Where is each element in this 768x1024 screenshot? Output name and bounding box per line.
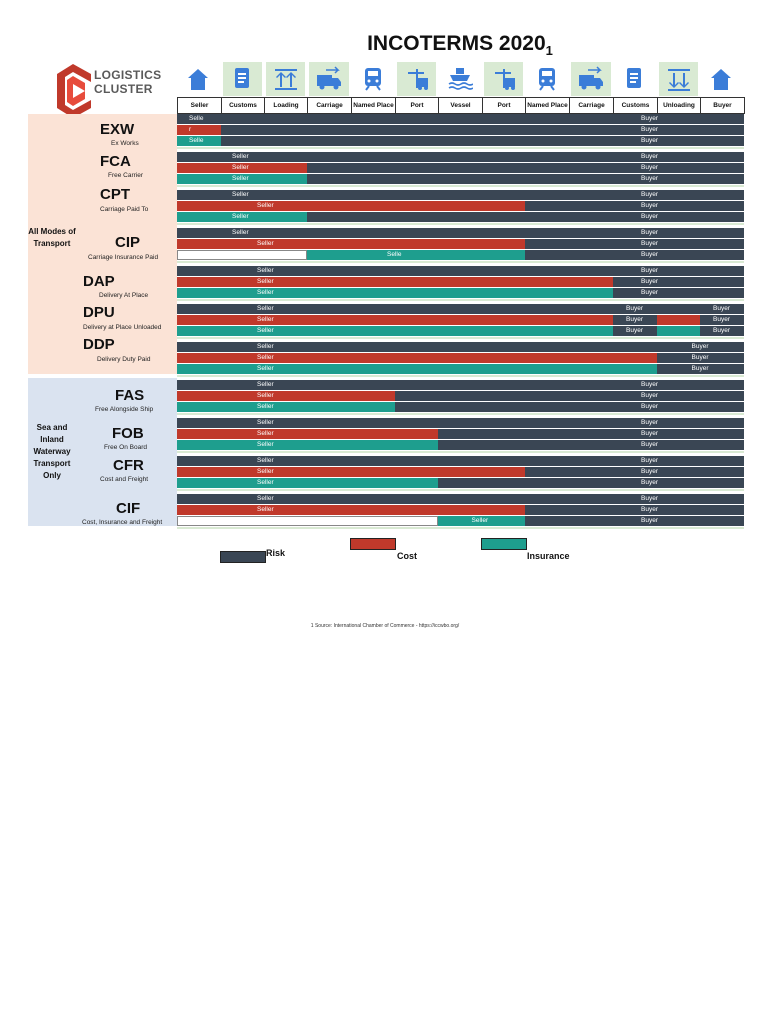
bar-label: Seller xyxy=(257,430,274,437)
incoterm-code: CIP xyxy=(115,234,141,251)
risk-bar xyxy=(307,152,744,162)
bar-label: Seller xyxy=(257,419,274,426)
incoterm-code: CIF xyxy=(116,500,141,517)
risk-bar xyxy=(525,505,744,515)
source-footnote: 1 Source: International Chamber of Commerce - https://iccwbo.org/ xyxy=(310,623,460,629)
cost-bar xyxy=(177,201,525,211)
row-separator xyxy=(177,451,744,453)
bar-label: Selle xyxy=(387,251,402,258)
bar-label: Buyer xyxy=(691,365,709,372)
row-separator xyxy=(177,337,744,339)
bar-label: Buyer xyxy=(641,202,658,209)
risk-bar xyxy=(525,250,744,260)
row-separator xyxy=(177,299,744,301)
bar-label: Buyer xyxy=(626,305,643,312)
incoterm-code: DPU xyxy=(83,304,115,321)
risk-bar xyxy=(307,190,744,200)
risk-bar xyxy=(613,288,744,298)
row-separator xyxy=(177,489,744,491)
bar-label: Buyer xyxy=(641,517,658,524)
cost-bar xyxy=(177,391,395,401)
incoterm-name: Cost and Freight xyxy=(100,476,149,483)
empty-bar xyxy=(177,516,438,526)
cost-bar xyxy=(177,239,525,249)
bar-label: Buyer xyxy=(641,126,658,133)
vessel-icon xyxy=(440,62,480,96)
risk-bar xyxy=(307,212,744,222)
loading-icon xyxy=(266,62,305,96)
bar-label: Seller xyxy=(257,327,274,334)
bar-label: Seller xyxy=(257,240,274,247)
incoterm-name: Free Alongside Ship xyxy=(95,406,154,413)
incoterm-name: Delivery Duty Paid xyxy=(97,356,151,363)
train-icon xyxy=(353,62,393,96)
row-separator xyxy=(177,185,744,187)
bar-label: Buyer xyxy=(641,240,658,247)
bar-label: Seller xyxy=(257,495,274,502)
insurance-bar xyxy=(177,478,438,488)
legend-insurance-swatch xyxy=(481,538,527,550)
bar-label: Buyer xyxy=(641,441,658,448)
insurance-bar xyxy=(307,250,525,260)
risk-bar xyxy=(438,440,744,450)
risk-bar xyxy=(307,174,744,184)
bar-label: Buyer xyxy=(641,457,658,464)
column-header: Buyer xyxy=(700,97,745,114)
risk-bar xyxy=(177,342,657,352)
column-header: Named Place xyxy=(351,97,396,114)
legend-cost-swatch xyxy=(350,538,396,550)
column-header: Customs xyxy=(221,97,265,114)
bar-label: Buyer xyxy=(641,153,658,160)
bar-label: Buyer xyxy=(641,419,658,426)
column-header: Unloading xyxy=(657,97,701,114)
row-separator xyxy=(177,527,744,529)
column-header: Port xyxy=(482,97,526,114)
document-icon xyxy=(615,62,655,96)
bar-label: Seller xyxy=(257,468,274,475)
bar-label: Seller xyxy=(257,506,274,513)
incoterm-name: Delivery at Place Unloaded xyxy=(83,324,162,331)
bar-label: Seller xyxy=(232,175,249,182)
bar-label: Buyer xyxy=(641,229,658,236)
bar-label: Buyer xyxy=(691,343,709,350)
bar-label: Buyer xyxy=(641,115,658,122)
cost-bar xyxy=(177,277,613,287)
train-icon xyxy=(527,62,567,96)
incoterm-name: Delivery At Place xyxy=(99,292,149,299)
bar-label: Seller xyxy=(471,517,489,524)
risk-bar xyxy=(395,391,744,401)
incoterm-name: Free Carrier xyxy=(108,172,144,179)
bar-label: Buyer xyxy=(641,495,658,502)
bar-label: Buyer xyxy=(641,175,658,182)
risk-bar xyxy=(525,201,744,211)
risk-bar xyxy=(438,478,744,488)
risk-bar xyxy=(177,494,438,504)
risk-bar xyxy=(525,516,744,526)
bar-label: Seller xyxy=(257,278,274,285)
bar-label: Buyer xyxy=(626,327,643,334)
incoterm-code: DAP xyxy=(83,273,115,290)
bar-label: Buyer xyxy=(713,316,730,323)
bar-label: Seller xyxy=(257,457,274,464)
incoterm-code: FOB xyxy=(112,425,144,442)
risk-bar xyxy=(395,380,744,390)
bar-label: Buyer xyxy=(691,354,709,361)
bar-label: Seller xyxy=(232,164,249,171)
risk-bar xyxy=(525,239,744,249)
bar-label: Buyer xyxy=(641,137,658,144)
unloading-icon xyxy=(659,62,698,96)
bar-label: Buyer xyxy=(641,278,658,285)
bar-label: r xyxy=(189,126,192,133)
risk-bar xyxy=(177,418,438,428)
insurance-bar xyxy=(177,364,657,374)
column-header: Port xyxy=(395,97,439,114)
house-icon xyxy=(702,62,742,96)
insurance-bar xyxy=(657,326,700,336)
bar-label: Seller xyxy=(257,316,274,323)
bar-label: Seller xyxy=(257,202,274,209)
page-title: INCOTERMS $2020_1$ xyxy=(367,32,553,59)
risk-bar xyxy=(395,402,744,412)
empty-bar xyxy=(177,250,307,260)
truck-icon xyxy=(309,62,349,96)
insurance-bar xyxy=(177,402,395,412)
cost-bar xyxy=(177,315,613,325)
risk-bar xyxy=(657,304,700,314)
risk-bar xyxy=(307,228,744,238)
legend-insurance-label: Insurance xyxy=(527,551,570,561)
bar-label: Buyer xyxy=(641,251,658,258)
cost-bar xyxy=(177,467,525,477)
bar-label: Buyer xyxy=(641,213,658,220)
risk-bar xyxy=(525,467,744,477)
incoterm-code: FAS xyxy=(115,387,145,404)
bar-label: Seller xyxy=(257,365,274,372)
bar-label: Buyer xyxy=(641,506,658,513)
bar-label: Buyer xyxy=(641,392,658,399)
incoterm-code: EXW xyxy=(100,121,135,138)
bar-label: Seller xyxy=(257,305,274,312)
legend-risk-swatch xyxy=(220,551,266,563)
logo-text: LOGISTICS CLUSTER xyxy=(94,68,162,96)
risk-bar xyxy=(438,418,744,428)
row-separator xyxy=(177,375,744,377)
document-icon xyxy=(223,62,262,96)
bar-label: Buyer xyxy=(626,316,643,323)
bar-label: Seller xyxy=(257,479,274,486)
bar-label: Seller xyxy=(257,289,274,296)
bar-label: Seller xyxy=(257,392,274,399)
insurance-bar xyxy=(177,440,438,450)
bar-label: Buyer xyxy=(713,305,730,312)
cost-bar xyxy=(177,353,657,363)
row-separator xyxy=(177,147,744,149)
row-separator xyxy=(177,223,744,225)
incoterm-code: CFR xyxy=(113,457,144,474)
incoterm-name: Cost, Insurance and Freight xyxy=(82,519,163,526)
bar-label: Seller xyxy=(257,267,274,274)
bar-label: Seller xyxy=(232,213,249,220)
bar-label: Buyer xyxy=(713,327,730,334)
risk-bar xyxy=(221,125,744,135)
bar-label: Seller xyxy=(257,381,274,388)
bar-label: Buyer xyxy=(641,381,658,388)
bar-label: Buyer xyxy=(641,403,658,410)
bar-label: Seller xyxy=(232,153,249,160)
risk-bar xyxy=(438,456,744,466)
bar-label: Selle xyxy=(189,137,204,144)
column-header: Loading xyxy=(264,97,308,114)
risk-bar xyxy=(613,266,744,276)
truck-icon xyxy=(571,62,611,96)
row-separator xyxy=(177,413,744,415)
cost-bar xyxy=(177,505,525,515)
risk-bar xyxy=(221,136,744,146)
incoterm-name: Ex Works xyxy=(111,140,139,147)
bar-label: Seller xyxy=(257,441,274,448)
cost-bar xyxy=(657,315,700,325)
incoterm-code: FCA xyxy=(100,153,131,170)
bar-label: Seller xyxy=(232,229,249,236)
column-header: Carriage xyxy=(569,97,614,114)
group-label-all-modes: All Modes of Transport xyxy=(28,227,76,248)
column-header: Carriage xyxy=(307,97,352,114)
risk-bar xyxy=(613,277,744,287)
bar-label: Buyer xyxy=(641,164,658,171)
risk-bar xyxy=(438,429,744,439)
cost-bar xyxy=(177,429,438,439)
column-header: Customs xyxy=(613,97,658,114)
bar-label: Selle xyxy=(189,115,204,122)
legend-cost-label: Cost xyxy=(397,551,417,561)
insurance-bar xyxy=(177,326,613,336)
bar-label: Buyer xyxy=(641,267,658,274)
risk-bar xyxy=(307,163,744,173)
bar-label: Seller xyxy=(232,191,249,198)
incoterm-code: DDP xyxy=(83,336,115,353)
risk-bar xyxy=(177,266,613,276)
bar-label: Buyer xyxy=(641,468,658,475)
risk-bar xyxy=(177,456,438,466)
legend-risk-label: Risk xyxy=(266,548,286,558)
port-icon xyxy=(397,62,436,96)
column-header: Vessel xyxy=(438,97,483,114)
group-label-sea: Sea and Inland Waterway Transport Only xyxy=(33,423,71,480)
risk-bar xyxy=(438,494,744,504)
cost-bar xyxy=(177,125,221,135)
risk-bar xyxy=(221,114,744,124)
incoterm-code: CPT xyxy=(100,186,130,203)
bar-label: Seller xyxy=(257,403,274,410)
incoterm-name: Free On Board xyxy=(104,444,147,451)
bar-label: Buyer xyxy=(641,191,658,198)
bar-label: Buyer xyxy=(641,430,658,437)
incoterm-name: Carriage Insurance Paid xyxy=(88,254,159,261)
port-icon xyxy=(484,62,523,96)
risk-bar xyxy=(177,304,613,314)
incoterm-name: Carriage Paid To xyxy=(100,206,149,213)
row-separator xyxy=(177,261,744,263)
column-header: Seller xyxy=(177,97,222,114)
risk-bar xyxy=(177,380,395,390)
insurance-bar xyxy=(177,288,613,298)
house-icon xyxy=(179,62,219,96)
column-header: Named Place xyxy=(525,97,570,114)
bar-label: Buyer xyxy=(641,479,658,486)
bar-label: Buyer xyxy=(641,289,658,296)
bar-label: Seller xyxy=(257,343,274,350)
bar-label: Seller xyxy=(257,354,274,361)
